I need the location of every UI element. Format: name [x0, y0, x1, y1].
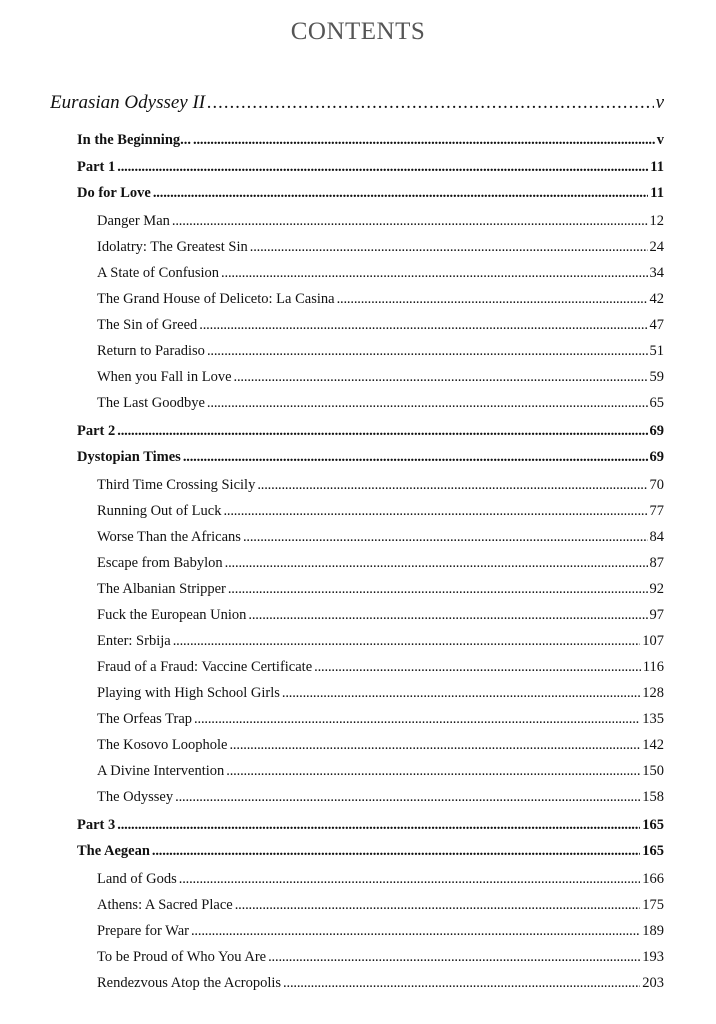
toc-entry-page-number: 47	[649, 317, 664, 333]
dot-leader	[283, 975, 640, 992]
toc-entry-title: Worse Than the Africans	[97, 529, 241, 545]
toc-entry[interactable]	[97, 659, 664, 676]
toc-entry-title: The Odyssey	[97, 789, 174, 805]
toc-entry-page-number: 165	[642, 843, 664, 859]
toc-entry[interactable]	[97, 343, 664, 360]
toc-entry-title: Danger Man	[97, 213, 170, 229]
dot-leader	[314, 659, 641, 676]
toc-entry[interactable]	[77, 843, 664, 860]
toc-entry-page-number: 97	[649, 607, 664, 623]
toc-entry-page-number: 116	[642, 659, 664, 675]
toc-entry-title: When you Fall in Love	[97, 369, 232, 385]
dot-leader	[183, 449, 648, 466]
toc-entry[interactable]	[97, 581, 664, 598]
toc-entry-title: Fraud of a Fraud: Vaccine Certificate	[97, 659, 313, 675]
dot-leader	[228, 581, 648, 598]
dot-leader	[268, 949, 640, 966]
dot-leader	[153, 185, 648, 202]
toc-entry-page-number: 158	[642, 789, 664, 805]
toc-entry[interactable]	[97, 529, 664, 546]
toc-entry-page-number: 34	[649, 265, 664, 281]
toc-entry-page-number: 189	[642, 923, 664, 939]
toc-entry-title: Rendezvous Atop the Acropolis	[97, 975, 282, 991]
toc-entry[interactable]	[97, 871, 664, 888]
dot-leader	[193, 132, 655, 149]
toc-entry-page-number: 51	[649, 343, 664, 359]
toc-entry-title: The Aegean	[77, 843, 150, 859]
toc-entry[interactable]	[97, 633, 664, 650]
dot-leader	[117, 817, 640, 834]
toc-entry[interactable]	[97, 737, 664, 754]
toc-entry-title: Fuck the European Union	[97, 607, 247, 623]
dot-leader	[172, 213, 648, 230]
toc-entry-page-number: 42	[649, 291, 664, 307]
toc-entry-page-number: 11	[650, 159, 664, 175]
dot-leader	[337, 291, 648, 308]
toc-entry-title: Part 3	[77, 817, 116, 833]
dot-leader	[179, 871, 641, 888]
toc-entry-title: A Divine Intervention	[97, 763, 225, 779]
toc-entry[interactable]	[97, 897, 664, 914]
dot-leader	[250, 239, 648, 256]
dot-leader	[199, 317, 647, 334]
toc-entry[interactable]	[97, 555, 664, 572]
toc-entry[interactable]	[97, 477, 664, 494]
dot-leader	[257, 477, 647, 494]
toc-entry-page-number: 24	[649, 239, 664, 255]
dot-leader	[194, 711, 640, 728]
toc-entry-page-number: 92	[649, 581, 664, 597]
toc-entry-title: The Orfeas Trap	[97, 711, 193, 727]
toc-entry[interactable]	[97, 317, 664, 334]
toc-entry-page-number: 77	[649, 503, 664, 519]
toc-entry[interactable]	[97, 607, 664, 624]
toc-entry-page-number: 70	[649, 477, 664, 493]
dot-leader	[235, 897, 641, 914]
toc-entry-page-number: 203	[642, 975, 664, 991]
dot-leader	[221, 265, 647, 282]
toc-entry[interactable]	[97, 265, 664, 282]
dot-leader	[229, 737, 640, 754]
toc-entry[interactable]	[97, 291, 664, 308]
toc-entry-title: The Sin of Greed	[97, 317, 198, 333]
toc-entry-page-number: 135	[642, 711, 664, 727]
toc-entry[interactable]	[77, 817, 664, 834]
toc-entry[interactable]	[97, 975, 664, 992]
toc-entry-title: The Grand House of Deliceto: La Casina	[97, 291, 335, 307]
toc-entry-title: Playing with High School Girls	[97, 685, 280, 701]
toc-entry-title: Athens: A Sacred Place	[97, 897, 233, 913]
toc-entry[interactable]	[77, 159, 664, 176]
toc-entry-page-number: 87	[649, 555, 664, 571]
dot-leader	[226, 763, 640, 780]
toc-entry-title: Dystopian Times	[77, 449, 181, 465]
toc-entry-title: Idolatry: The Greatest Sin	[97, 239, 248, 255]
toc-entry[interactable]	[97, 789, 664, 806]
toc-entry-title: The Kosovo Loophole	[97, 737, 228, 753]
toc-entry[interactable]	[97, 395, 664, 412]
toc-entry-title: Running Out of Luck	[97, 503, 222, 519]
toc-entry[interactable]	[97, 239, 664, 256]
toc-entry-page-number: 69	[649, 423, 664, 439]
toc-entry-title: Part 1	[77, 159, 116, 175]
toc-entry-page-number: 166	[642, 871, 664, 887]
dot-leader	[207, 395, 648, 412]
toc-entry-page-number: 65	[649, 395, 664, 411]
toc-entry[interactable]	[77, 185, 664, 202]
toc-entry-page-number: 150	[642, 763, 664, 779]
dot-leader	[152, 843, 640, 860]
toc-entry-title: Escape from Babylon	[97, 555, 223, 571]
page-title: CONTENTS	[290, 18, 426, 45]
toc-entry-page-number: v	[655, 92, 664, 113]
toc-entry[interactable]	[97, 711, 664, 728]
dot-leader	[223, 503, 647, 520]
toc-entry-page-number: 69	[649, 449, 664, 465]
toc-entry[interactable]	[97, 949, 664, 966]
toc-entry[interactable]	[50, 92, 664, 114]
toc-entry-page-number: 128	[642, 685, 664, 701]
dot-leader	[191, 923, 640, 940]
toc-entry-page-number: 59	[649, 369, 664, 385]
dot-leader	[234, 369, 648, 386]
toc-entry-page-number: 165	[642, 817, 664, 833]
toc-entry-title: Return to Paradiso	[97, 343, 205, 359]
toc-entry-page-number: 193	[642, 949, 664, 965]
toc-entry[interactable]	[97, 503, 664, 520]
toc-entry-title: Part 2	[77, 423, 116, 439]
dot-leader	[173, 633, 641, 650]
toc-entry-page-number: 142	[642, 737, 664, 753]
toc-entry-title: The Last Goodbye	[97, 395, 205, 411]
dot-leader	[175, 789, 640, 806]
toc-entry-title: Enter: Srbija	[97, 633, 171, 649]
toc-entry-title: Prepare for War	[97, 923, 189, 939]
dot-leader	[282, 685, 640, 702]
dot-leader	[117, 423, 647, 440]
toc-entry-title: To be Proud of Who You Are	[97, 949, 267, 965]
toc-entry-page-number: 11	[650, 185, 664, 201]
dot-leader	[243, 529, 648, 546]
toc-entry-page-number: v	[656, 132, 664, 148]
toc-entry-title: The Albanian Stripper	[97, 581, 226, 597]
toc-entry[interactable]	[97, 685, 664, 702]
toc-entry[interactable]	[77, 423, 664, 440]
toc-entry[interactable]	[77, 449, 664, 466]
dot-leader	[225, 555, 648, 572]
toc-entry-title: Land of Gods	[97, 871, 177, 887]
dot-leader	[207, 343, 648, 360]
dot-leader	[117, 159, 648, 176]
toc-entry-title: Eurasian Odyssey II	[50, 92, 206, 113]
toc-entry[interactable]	[97, 213, 664, 230]
dot-leader	[207, 92, 653, 114]
toc-entry-title: A State of Confusion	[97, 265, 220, 281]
toc-entry-page-number: 12	[649, 213, 664, 229]
toc-entry[interactable]	[97, 369, 664, 386]
toc-entry-title: Do for Love	[77, 185, 151, 201]
toc-entry-title: In the Beginning...	[77, 132, 192, 148]
toc-entry-title: Third Time Crossing Sicily	[97, 477, 256, 493]
toc-entry[interactable]	[97, 923, 664, 940]
toc-entry[interactable]	[77, 132, 664, 149]
toc-entry[interactable]	[97, 763, 664, 780]
dot-leader	[248, 607, 647, 624]
toc-entry-page-number: 84	[649, 529, 664, 545]
toc-entry-page-number: 107	[642, 633, 664, 649]
toc-entry-page-number: 175	[642, 897, 664, 913]
